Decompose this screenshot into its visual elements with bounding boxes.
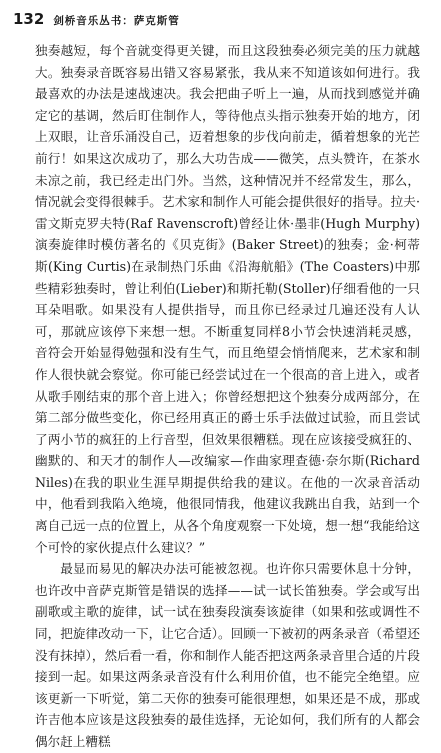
- page-number: 132: [13, 10, 45, 28]
- page-header: [0, 10, 441, 34]
- paragraph: 最显而易见的解决办法可能被忽视。也许你只需要休息十分钟，也许改中音萨克斯管是错误的选择——试一试长笛独奏。学会或写出副歌或主歌的旋律，试一试在独奏段演奏该旋律（如果和弦或调性不同，把旋律改动一下，让它合适）。回顾一下被初的两条录音（希望还没有抹掉），然后看一看，你和制作人能否把这两条录音里合适的片段接到一起。如果这两条录音没有什么利用价值，也不能完全绝望。应该更新一下听觉，第二天你的独奏可能很理想，如果还是不成，那或许吉他本应该是这段独奏的最佳选择，无论如何，我们所有的人都会偶尔赶上糟糕: [35, 561, 420, 749]
- paragraph: 独奏越短，每个音就变得更关键，而且这段独奏必须完美的压力就越大。独奏录音既容易出错又容易紧张，我从来不知道该如何进行。我最喜欢的办法是速战速决。我会把曲子听上一遍，从而找到感觉并确定它的基调，然后盯住制作人，等待他点头指示独奏开始的地方，闭上双眼，让音乐涌没自己，迈着想象的步伐向前走，循着想象的光芒前行！如果这次成功了，那么大功告成——微笑，点头赞许，在茶水未凉之前，我已经走出门外。当然，这种情况并不经常发生，那么，情况就会变得很棘手。艺术家和制作人可能会提供很好的指导。拉夫·雷文斯克罗夫特(Raf Ravenscroft)曾经让休·墨非(Hugh Murphy)演奏旋律时模仿著名的《贝克街》(Baker Street)的独奏；金·柯蒂斯(King Curtis)在录制热门乐曲《沿海航船》(The Coasters)中那些精彩独奏时，曾让利伯(Lieber)和斯托勒(Stoller)仔细看他的一只耳朵唱歌。如果没有人提供指导，而且你已经录过几遍还没有人认可，那就应该停下来想一想。不断重复同样8小节会快速消耗灵感，音符会开始显得勉强和没有生气，而且绝望会悄悄爬来，艺术家和制作人很快就会察觉。你可能已经尝试过在一个很高的音上进入，或者从歌手刚结束的那个音上进入；你曾经想把这个独奏分成两部分，在第二部分做些变化，你已经用真正的爵士乐手法做过试验，而且尝试了两小节的疯狂的上行音型，但效果很糟糕。现在应该接受疯狂的、幽默的、和天才的制作人—改编家—作曲家理查德·奈尔斯(Richard Niles)在我的职业生涯早期提供给我的建议。在他的一次录音活动中，他看到我陷入绝境，他很同情我，他建议我跳出自我，站到一个离自己远一点的位置上，从各个角度观察一下处境，想一想“我能给这个可怜的家伙提点什么建议？”: [35, 43, 420, 555]
- running-title: 剑桥音乐丛书：萨克斯管: [53, 15, 180, 27]
- body-text: [35, 40, 420, 753]
